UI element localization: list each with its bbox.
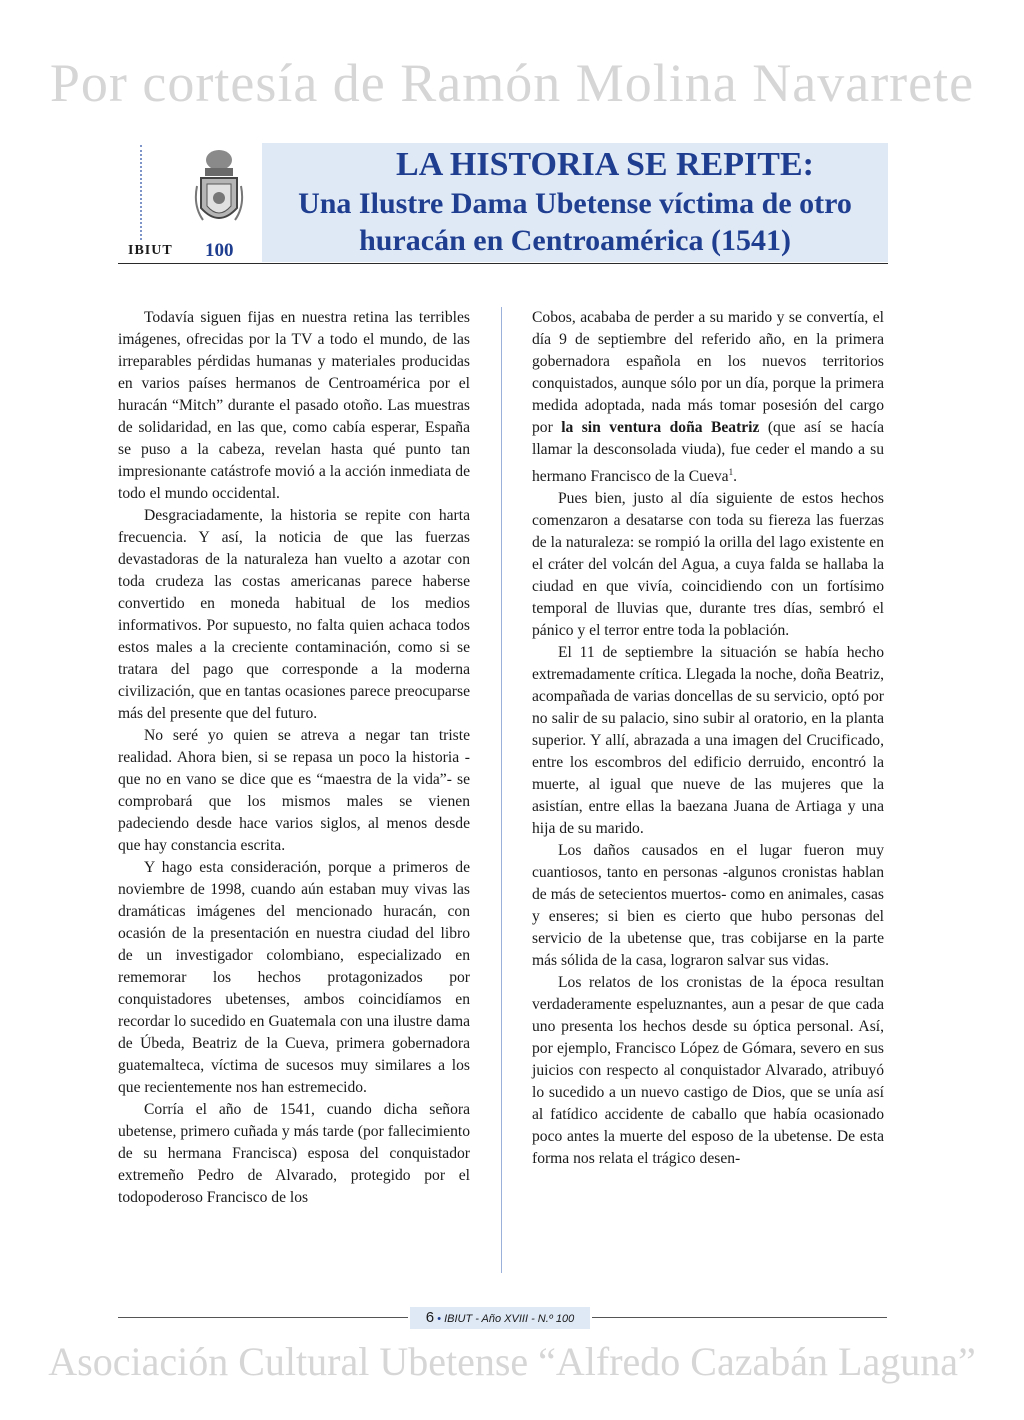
footer-text: IBIUT - Año XVIII - N.º 100 xyxy=(444,1313,575,1325)
paragraph xyxy=(532,307,884,488)
paragraph-text: (que así se hacía llamar la desconsolada viuda), fue ceder el mando a su hermano Francisco de la Cueva xyxy=(532,419,885,486)
section-tag: IBIUT xyxy=(128,243,173,258)
page-footer xyxy=(410,1307,590,1329)
paragraph: Y hago esta consideración, porque a primeros de noviembre de 1998, cuando aún estaban muy vivas las dramáticas imágenes del mencionado huracán, con ocasión de la presentación en nuestra ciudad del libro de un investigador colombiano, especializado en rememorar los hechos protagonizados por conquistadores ubetenses, ambos coincidíamos en recordar lo sucedido en Guatemala con una ilustre dama de Úbeda, Beatriz de la Cueva, primera gobernadora guatemalteca, víctima de sucesos muy similares a los que recientemente nos han estremecido. xyxy=(118,859,470,1096)
paragraph: No seré yo quien se atreva a negar tan triste realidad. Ahora bien, si se repasa un poco la historia -que no en vano se dice que es “maestra de la vida”- se comprobará que los mismos males se vienen padeciendo desde hace varios siglos, al menos desde que hay constancia escrita. xyxy=(118,727,470,854)
column-divider xyxy=(501,307,502,1273)
paragraph: El 11 de septiembre la situación se había hecho extremadamente crítica. Llegada la noche, doña Beatriz, acompañada de varias doncellas de su servicio, optó por no salir de su palacio, sino subir al oratorio, en la planta superior. Y allí, abrazada a una imagen del Crucificado, entre los escombros del edificio derruido, encontró la muerte, al igual que nueve de las mujeres que la asistían, entre ellas la baezana Juana de Artiaga y una hija de su marido. xyxy=(532,644,884,838)
page-title xyxy=(262,145,888,259)
header-dotted-divider xyxy=(140,145,142,240)
title-line-2: Una Ilustre Dama Ubetense víctima de otro xyxy=(298,187,852,220)
title-line-3: huracán en Centroamérica (1541) xyxy=(359,224,791,257)
bold-phrase: la sin ventura doña Beatriz xyxy=(561,419,760,436)
header-rule xyxy=(118,263,888,264)
page-number: 6 xyxy=(425,1309,435,1326)
paragraph: Corría el año de 1541, cuando dicha señora ubetense, primero cuñada y más tarde (por fallecimiento de su hermana Francisca) esposa del conquistador extremeño Pedro de Alvarado, protegido por el todopoderoso Francisco de los xyxy=(118,1101,470,1206)
footer-rule-left xyxy=(118,1317,408,1318)
paragraph-text: . xyxy=(733,468,737,486)
paragraph: Todavía siguen fijas en nuestra retina las terribles imágenes, ofrecidas por la TV a todo el mundo, de las irreparables pérdidas humanas y materiales producidas en varios países hermanos de Centroamérica por el huracán “Mitch” durante el pasado otoño. Las muestras de solidaridad, en las que, como cabía esperar, España se puso a la cabeza, revelan hasta qué punto tan impresionante catástrofe movió a la acción inmediata de todo el mundo occidental. xyxy=(118,309,470,502)
watermark-top: Por cortesía de Ramón Molina Navarrete xyxy=(49,53,975,113)
left-column xyxy=(118,307,470,1209)
paragraph: Los relatos de los cronistas de la época resultan verdaderamente espeluznantes, aun a pesar de que cada uno presenta los hechos desde su óptica personal. Así, por ejemplo, Francisco López de Gómara, severo en sus juicios con respecto al conquistador Alvarado, atribuyó lo sucedido a un nuevo castigo de Dios, que se unía así al fatídico accidente de caballo que había ocasionado poco antes la muerte del esposo de la ubetense. De esta forma nos relata el trágico desen- xyxy=(532,974,884,1168)
footer-rule-right xyxy=(592,1317,887,1318)
footnote-marker: 1 xyxy=(728,467,734,477)
paragraph: Pues bien, justo al día siguiente de estos hechos comenzaron a desatarse con toda su fiereza las fuerzas de la naturaleza: se rompió la orilla del lago existente en el cráter del volcán del Agua, a cuya falda se hallaba la ciudad en que vivía, coincidiendo con un fortísimo temporal de lluvias que, durante tres días, sembró el pánico y el terror entre toda la población. xyxy=(532,490,884,640)
paragraph: Los daños causados en el lugar fueron muy cuantiosos, tanto en personas -algunos cronistas hablan de más de setecientos muertos- como en animales, casas y enseres; si bien es cierto que hubo personas del servicio de la ubetense que, tras cobijarse en la parte más sólida de la casa, lograron salvar sus vidas. xyxy=(532,842,884,970)
watermark-bottom: Asociación Cultural Ubetense “Alfredo Cazabán Laguna” xyxy=(48,1339,976,1384)
coat-of-arms-icon xyxy=(193,146,245,238)
issue-number: 100 xyxy=(205,240,234,261)
right-column xyxy=(532,307,884,1170)
title-line-1: LA HISTORIA SE REPITE: xyxy=(396,146,814,183)
bullet-icon: • xyxy=(437,1313,442,1325)
paragraph: Desgraciadamente, la historia se repite con harta frecuencia. Y así, la noticia de que las fuerzas devastadoras de la naturaleza han vuelto a azotar con toda crudeza las costas americanas parece haberse convertido en moneda habitual de los medios informativos. Por supuesto, no falta quien achaca todos estos males a la creciente contaminación, como si se tratara del pago que corresponde a la moderna civilización, que en tantas ocasiones parece preocuparse más del presente que del futuro. xyxy=(118,507,470,722)
paragraph-text: Cobos, acababa de perder a su marido y se convertía, el día 9 de septiembre del referido año, en la primera gobernadora española en los nuevos territorios conquistados, aunque sólo por un día, porque la primera medida adoptada, nada más tomar posesión del cargo por xyxy=(532,309,884,436)
